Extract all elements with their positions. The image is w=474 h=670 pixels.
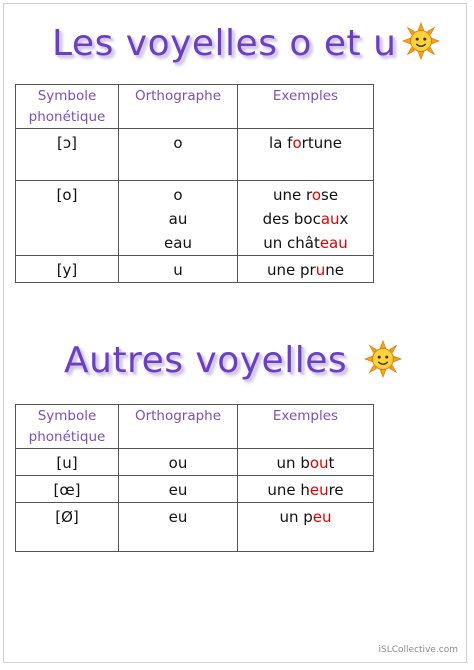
header-orthographe: Orthographe [119, 405, 238, 449]
spelling: eu [168, 481, 188, 499]
header-exemples: Exemples [238, 85, 374, 129]
sun-smiley-icon [364, 340, 402, 378]
example-text: la f [269, 134, 293, 152]
highlighted-letters: eu [312, 508, 332, 526]
cell-examples [238, 476, 374, 503]
example-text: se [321, 186, 339, 204]
cell-symbol [16, 503, 119, 552]
cell-examples [238, 503, 374, 552]
example-word [238, 131, 373, 155]
cell-spellings [119, 476, 238, 503]
spelling: o [173, 134, 183, 152]
header-symbole: Symbole phonétique [16, 85, 119, 129]
spelling: eau [164, 234, 192, 252]
example-word [238, 451, 373, 475]
spelling: u [173, 261, 183, 279]
sun-smiley-icon [402, 22, 440, 60]
table-row [16, 181, 374, 256]
example-text: un b [276, 454, 310, 472]
spelling: eu [168, 508, 188, 526]
example-text: une r [272, 186, 312, 204]
example-text: une pr [267, 261, 316, 279]
cell-symbol [16, 129, 119, 181]
footer-site-credit: iSLCollective.com [378, 645, 458, 655]
cell-spellings [119, 256, 238, 283]
cell-spellings [119, 181, 238, 256]
cell-symbol [16, 476, 119, 503]
title-autres-voyelles: Autres voyelles [64, 340, 348, 381]
cell-spellings [119, 129, 238, 181]
cell-spellings [119, 503, 238, 552]
cell-examples [238, 449, 374, 476]
header-symbole: Symbole phonétique [16, 405, 119, 449]
table-row [16, 449, 374, 476]
table-row [16, 256, 374, 283]
cell-symbol [16, 256, 119, 283]
example-text: un p [279, 508, 313, 526]
highlighted-letters: eu [309, 481, 329, 499]
example-text: des boc [262, 210, 321, 228]
cell-symbol [16, 181, 119, 256]
highlighted-letters: u [315, 261, 326, 279]
example-text: rtune [301, 134, 342, 152]
highlighted-letters: o [311, 186, 321, 204]
example-word [238, 207, 373, 231]
table-voyelles-o-u [15, 84, 374, 283]
table-row [16, 503, 374, 552]
spelling: au [168, 210, 188, 228]
example-text: t [328, 454, 335, 472]
example-text: re [328, 481, 344, 499]
table-autres-voyelles [15, 404, 374, 552]
example-text: x [339, 210, 349, 228]
example-word [238, 478, 373, 502]
example-word [238, 258, 373, 282]
table-row [16, 129, 374, 181]
cell-spellings [119, 449, 238, 476]
phonetic-symbol: [Ø] [55, 508, 79, 526]
cell-symbol [16, 449, 119, 476]
header-exemples: Exemples [238, 405, 374, 449]
cell-examples [238, 129, 374, 181]
highlighted-letters: ou [309, 454, 329, 472]
cell-examples [238, 181, 374, 256]
example-text: ne [325, 261, 344, 279]
title-voyelles-o-u: Les voyelles o et u [52, 23, 397, 64]
spelling: ou [168, 454, 188, 472]
phonetic-symbol: [o] [56, 186, 78, 204]
phonetic-symbol: [œ] [53, 481, 81, 499]
spelling: o [173, 186, 183, 204]
example-text: un chât [263, 234, 320, 252]
highlighted-letters: au [320, 210, 340, 228]
example-word [238, 231, 373, 255]
highlighted-letters: o [292, 134, 302, 152]
phonetic-symbol: [ɔ] [57, 134, 77, 152]
example-word [238, 505, 373, 529]
header-orthographe: Orthographe [119, 85, 238, 129]
phonetic-symbol: [u] [56, 454, 78, 472]
cell-examples [238, 256, 374, 283]
phonetic-symbol: [y] [56, 261, 78, 279]
example-word [238, 183, 373, 207]
example-text: une h [267, 481, 310, 499]
table-row [16, 476, 374, 503]
highlighted-letters: eau [319, 234, 348, 252]
